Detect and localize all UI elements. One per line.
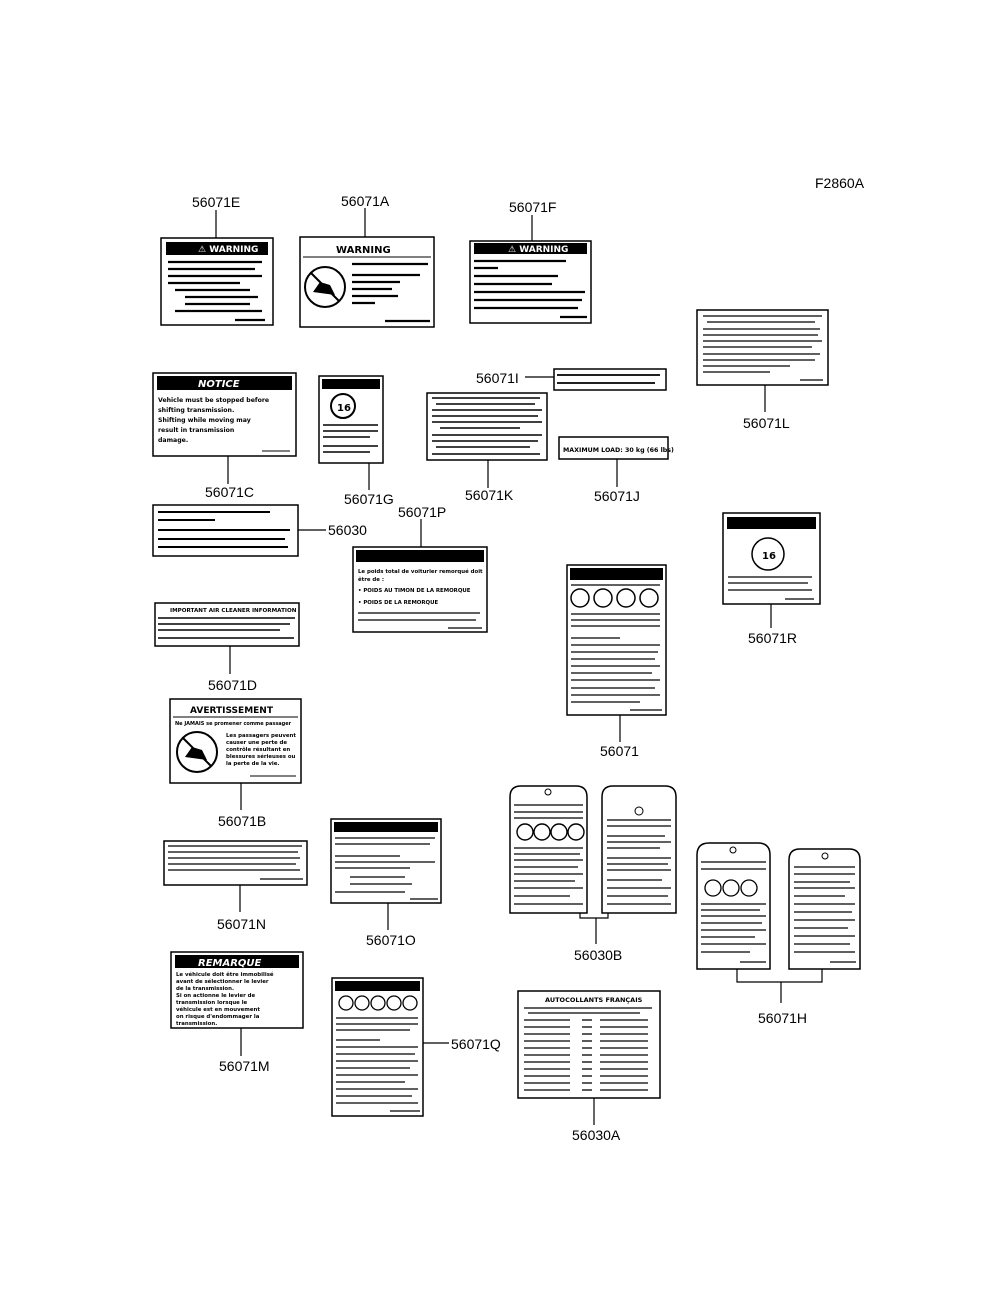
svg-text:Si on actionne le levier de: Si on actionne le levier de xyxy=(176,993,256,999)
part-number-56071J: 56071J xyxy=(594,488,640,504)
part-number-56071O: 56071O xyxy=(366,932,416,948)
svg-text:Le poids total de voiturier re: Le poids total de voiturier remorqué doit xyxy=(358,569,483,575)
decal-56071R xyxy=(723,513,820,604)
svg-text:result in transmission: result in transmission xyxy=(158,427,235,434)
svg-text:Les passagers peuvent: Les passagers peuvent xyxy=(226,733,296,739)
decal-56071O xyxy=(331,819,441,903)
decal-56030A xyxy=(518,991,660,1098)
air-cleaner-title: IMPORTANT AIR CLEANER INFORMATION xyxy=(170,608,297,614)
part-number-56071R: 56071R xyxy=(748,630,798,646)
decal-56071Q xyxy=(332,978,423,1116)
svg-text:blessures sérieuses ou: blessures sérieuses ou xyxy=(226,754,296,760)
decal-56071M xyxy=(171,952,303,1028)
part-number-56071C: 56071C xyxy=(205,484,255,500)
decal-56030B-right xyxy=(602,786,676,913)
part-number-56071D: 56071D xyxy=(208,677,258,693)
part-number-56030B: 56030B xyxy=(574,947,623,963)
decal-56030 xyxy=(153,505,298,556)
part-number-56071: 56071 xyxy=(600,743,639,759)
svg-text:16: 16 xyxy=(337,403,351,414)
decal-56071G xyxy=(319,376,383,463)
decal-56071J xyxy=(559,437,674,459)
decal-56071I xyxy=(554,369,666,390)
part-number-56071K: 56071K xyxy=(465,487,514,503)
decal-56071L xyxy=(697,310,828,385)
decal-56071 xyxy=(567,565,666,715)
svg-text:on risque d'endommager la: on risque d'endommager la xyxy=(176,1014,260,1020)
part-number-56030A: 56030A xyxy=(572,1127,621,1143)
decal-56071E xyxy=(161,238,273,325)
svg-text:• POIDS DE LA REMORQUE: • POIDS DE LA REMORQUE xyxy=(358,600,439,606)
autocollants-title: AUTOCOLLANTS FRANÇAIS xyxy=(545,996,643,1004)
decal-56071P xyxy=(353,547,487,632)
svg-text:véhicule est en mouvement: véhicule est en mouvement xyxy=(176,1007,260,1013)
part-number-56071A: 56071A xyxy=(341,193,390,209)
part-number-56071L: 56071L xyxy=(743,415,790,431)
part-number-56071B: 56071B xyxy=(218,813,267,829)
decal-56071N xyxy=(164,841,307,885)
figure-code: F2860A xyxy=(815,175,865,191)
svg-text:Shifting while moving may: Shifting while moving may xyxy=(158,417,251,424)
svg-text:• POIDS AU TIMON DE LA REMORQU: • POIDS AU TIMON DE LA REMORQUE xyxy=(358,588,471,594)
svg-text:Le véhicule doit être immobili: Le véhicule doit être immobilisé xyxy=(176,972,274,978)
svg-text:causer une perte de: causer une perte de xyxy=(226,740,288,746)
decal-56071F xyxy=(470,241,591,323)
svg-text:damage.: damage. xyxy=(158,437,189,444)
part-number-56071G: 56071G xyxy=(344,491,394,507)
decal-56071D xyxy=(155,603,299,646)
max-load-text: MAXIMUM LOAD: 30 kg (66 lbs) xyxy=(563,447,674,454)
decal-56071A xyxy=(300,237,434,327)
decal-56071B xyxy=(170,699,301,783)
svg-text:Vehicle must be stopped before: Vehicle must be stopped before xyxy=(158,397,270,404)
part-number-56071M: 56071M xyxy=(219,1058,270,1074)
decal-56071H-right xyxy=(789,849,860,969)
svg-text:de la transmission.: de la transmission. xyxy=(176,986,234,992)
avertissement-text: AVERTISSEMENT xyxy=(190,706,273,716)
part-number-56071Q: 56071Q xyxy=(451,1036,501,1052)
svg-text:shifting transmission.: shifting transmission. xyxy=(158,407,235,414)
part-number-56071H: 56071H xyxy=(758,1010,808,1026)
part-number-56071N: 56071N xyxy=(217,916,267,932)
decal-56030B-left xyxy=(510,786,587,913)
svg-text:la perte de la vie.: la perte de la vie. xyxy=(226,761,280,767)
part-number-56071P: 56071P xyxy=(398,504,447,520)
part-number-56071E: 56071E xyxy=(192,194,241,210)
svg-text:être de :: être de : xyxy=(358,577,384,583)
svg-text:⚠ WARNING: ⚠ WARNING xyxy=(508,245,569,255)
remarque-text: REMARQUE xyxy=(198,958,262,969)
svg-text:transmission lorsque le: transmission lorsque le xyxy=(176,1000,248,1006)
decal-notice-text: NOTICE xyxy=(198,379,240,390)
decal-warning-text: WARNING xyxy=(336,245,391,256)
part-number-56071I: 56071I xyxy=(476,370,519,386)
svg-text:transmission.: transmission. xyxy=(176,1021,218,1027)
svg-text:contrôle résultant en: contrôle résultant en xyxy=(226,747,291,753)
svg-text:avant de sélectionner le levie: avant de sélectionner le levier xyxy=(176,979,269,985)
part-number-56030: 56030 xyxy=(328,522,367,538)
svg-text:16: 16 xyxy=(762,551,776,562)
part-number-56071F: 56071F xyxy=(509,199,557,215)
svg-text:Ne JAMAIS se promener comme pa: Ne JAMAIS se promener comme passager xyxy=(175,721,292,727)
svg-text:⚠ WARNING: ⚠ WARNING xyxy=(198,245,259,255)
decal-56071C xyxy=(153,373,296,456)
decal-56071H-left xyxy=(697,843,770,969)
decal-56071K xyxy=(427,393,547,460)
